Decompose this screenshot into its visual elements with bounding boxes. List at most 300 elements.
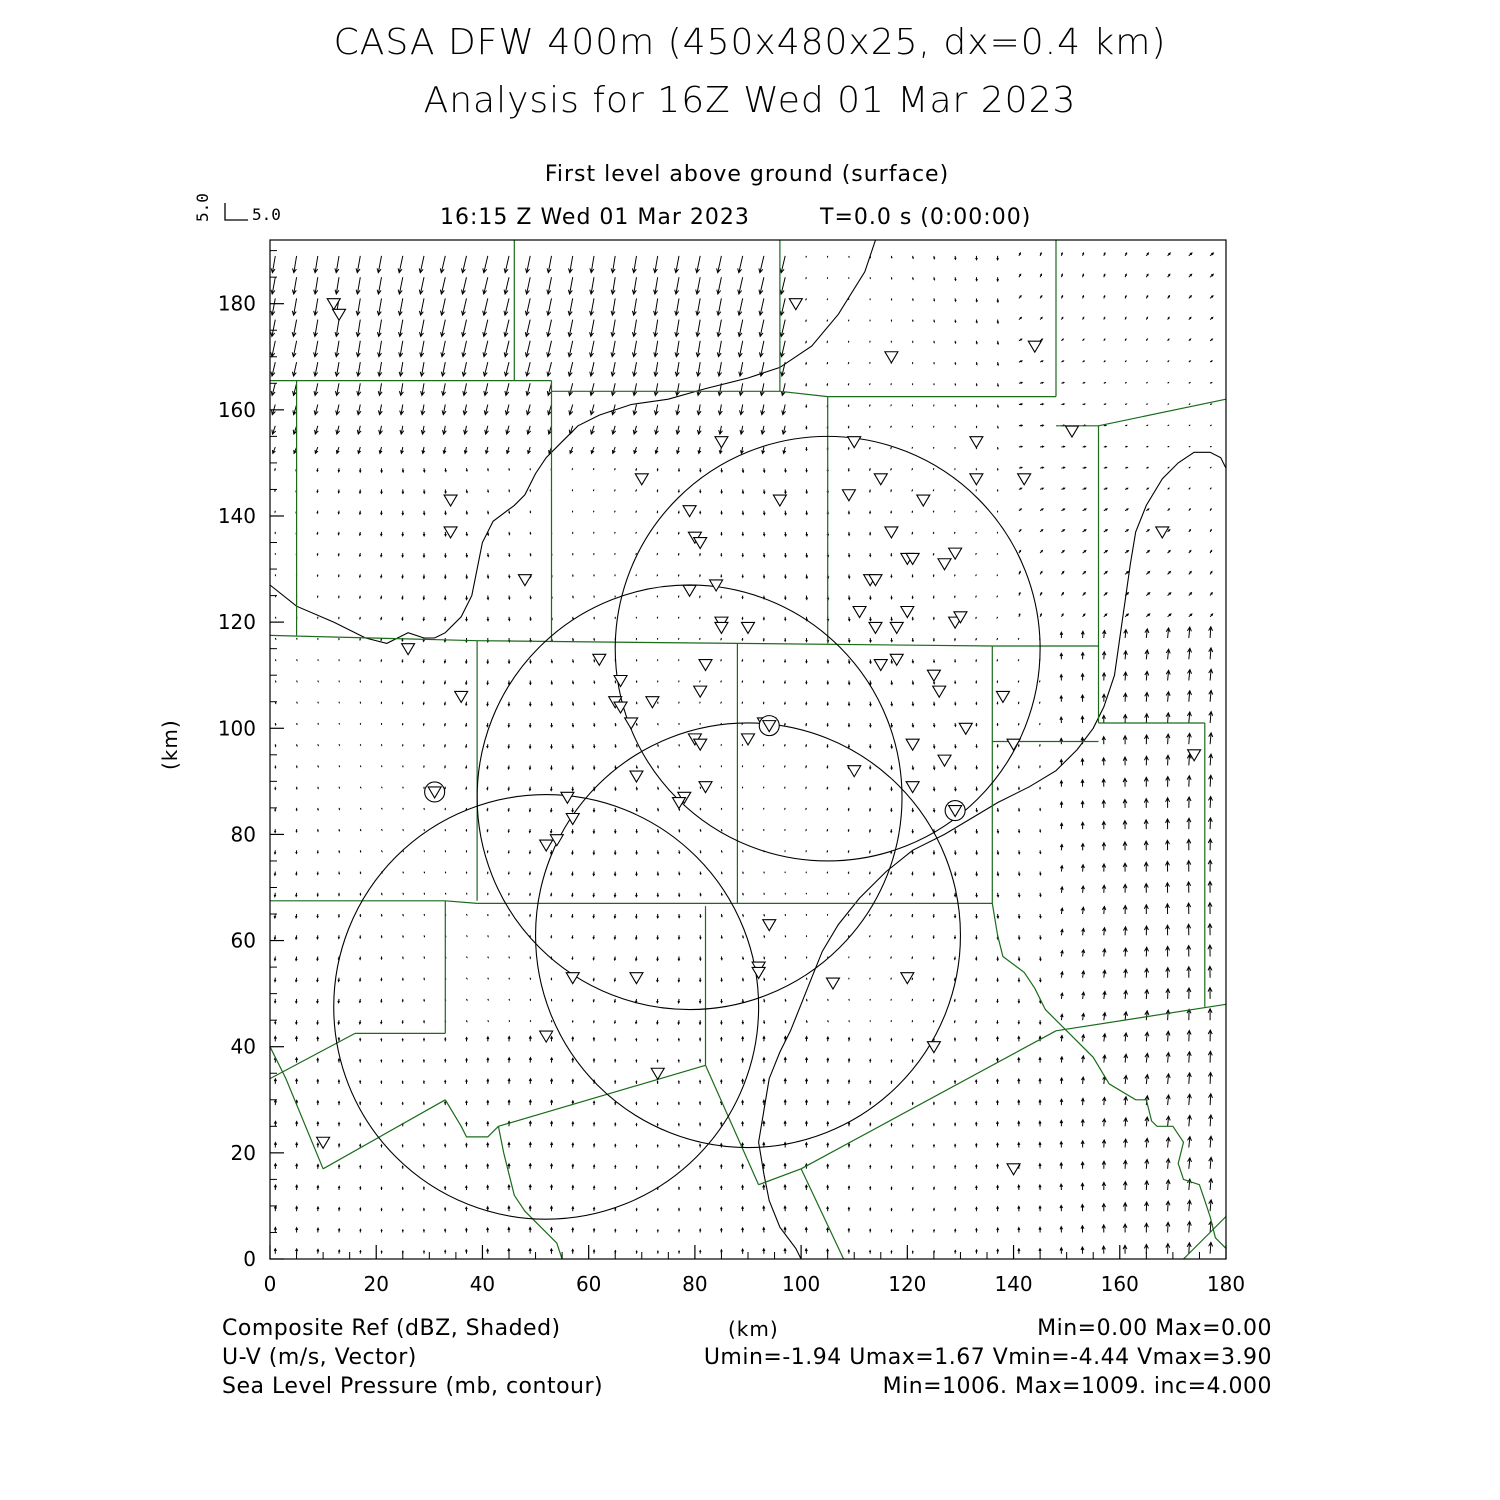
wind-vector bbox=[1102, 800, 1106, 808]
wind-vector bbox=[615, 553, 616, 554]
plot-axes bbox=[218, 251, 1245, 1296]
wind-vector bbox=[487, 553, 489, 556]
wind-vector bbox=[632, 277, 636, 294]
wind-vector bbox=[1082, 929, 1085, 936]
wind-vector bbox=[1103, 991, 1106, 999]
wind-vector bbox=[912, 574, 913, 576]
wind-vector bbox=[806, 447, 808, 450]
wind-vector bbox=[1102, 1225, 1105, 1233]
wind-vector bbox=[759, 298, 764, 315]
wind-vector bbox=[700, 957, 702, 961]
wind-vector bbox=[1124, 1012, 1128, 1020]
wind-vector bbox=[505, 383, 509, 395]
wind-vector bbox=[785, 744, 786, 746]
wind-vector bbox=[568, 320, 573, 337]
wind-vector bbox=[955, 447, 956, 448]
wind-vector bbox=[891, 277, 892, 279]
wind-vector bbox=[1208, 818, 1212, 829]
wind-vector bbox=[1166, 1116, 1170, 1126]
wind-vector bbox=[573, 596, 574, 598]
wind-vector bbox=[997, 1207, 999, 1211]
wind-vector bbox=[611, 383, 615, 395]
wind-vector bbox=[1123, 1224, 1127, 1232]
wind-vector bbox=[381, 1103, 382, 1106]
wind-vector bbox=[572, 1122, 574, 1126]
wind-vector bbox=[827, 829, 828, 831]
wind-vector bbox=[870, 320, 871, 321]
wind-vector bbox=[955, 511, 956, 512]
wind-vector bbox=[615, 744, 616, 747]
wind-vector bbox=[317, 574, 318, 576]
wind-vector bbox=[912, 277, 913, 279]
wind-vector bbox=[870, 893, 871, 895]
wind-vector bbox=[848, 553, 850, 557]
wind-vector bbox=[402, 1020, 403, 1023]
wind-vector bbox=[445, 787, 446, 789]
wind-vector bbox=[1061, 339, 1063, 341]
wind-vector bbox=[530, 999, 531, 1000]
wind-vector bbox=[338, 978, 340, 982]
wind-vector bbox=[527, 405, 531, 415]
wind-vector bbox=[594, 489, 595, 490]
wind-vector bbox=[1102, 779, 1105, 787]
wind-vector bbox=[338, 914, 339, 917]
y-tick-label: 120 bbox=[217, 610, 256, 635]
wind-vector bbox=[419, 256, 424, 273]
wind-vector bbox=[997, 1101, 999, 1105]
wind-vector bbox=[785, 511, 787, 515]
wind-vector bbox=[402, 532, 404, 536]
wind-vector bbox=[976, 362, 977, 365]
wind-vector bbox=[1040, 296, 1042, 299]
wind-vector bbox=[699, 1144, 700, 1147]
wind-vector bbox=[976, 872, 978, 876]
wind-vector bbox=[1060, 1142, 1063, 1148]
wind-vector bbox=[849, 978, 850, 979]
wind-vector bbox=[1019, 361, 1022, 362]
wind-vector bbox=[742, 681, 743, 683]
wind-vector bbox=[976, 935, 978, 939]
wind-vector bbox=[530, 957, 531, 959]
wind-vector bbox=[1104, 253, 1105, 256]
wind-vector bbox=[1210, 593, 1212, 596]
radar-range-ring bbox=[477, 585, 902, 1010]
wind-vector bbox=[1168, 572, 1171, 575]
wind-vector bbox=[525, 320, 530, 337]
wind-vector bbox=[444, 702, 445, 705]
wind-vector bbox=[1189, 253, 1192, 256]
wind-vector bbox=[870, 1229, 871, 1232]
wind-vector bbox=[806, 787, 807, 789]
wind-vector bbox=[658, 723, 659, 725]
wind-vector bbox=[594, 659, 595, 661]
wind-vector bbox=[870, 935, 871, 936]
wind-vector bbox=[827, 1037, 829, 1041]
wind-vector bbox=[1018, 1037, 1020, 1042]
wind-vector bbox=[317, 1165, 319, 1169]
wind-vector bbox=[1040, 404, 1043, 406]
station-triangle-icon bbox=[630, 771, 643, 782]
wind-vector bbox=[636, 1187, 637, 1190]
wind-vector bbox=[466, 1165, 468, 1169]
wind-vector bbox=[848, 1144, 850, 1148]
wind-vector bbox=[827, 1122, 829, 1126]
wind-vector bbox=[1061, 317, 1062, 319]
wind-vector bbox=[636, 744, 637, 746]
wind-vector bbox=[1168, 383, 1169, 384]
wind-vector bbox=[700, 617, 701, 619]
wind-vector bbox=[1146, 317, 1147, 319]
wind-vector bbox=[487, 744, 489, 747]
wind-vector bbox=[976, 511, 977, 512]
wind-vector bbox=[487, 1228, 489, 1233]
wind-vector bbox=[976, 617, 977, 619]
wind-vector bbox=[848, 1186, 850, 1190]
wind-vector bbox=[955, 1166, 956, 1169]
wind-vector bbox=[551, 914, 552, 917]
wind-vector bbox=[912, 1209, 913, 1212]
wind-vector bbox=[657, 850, 659, 853]
wind-vector bbox=[933, 1209, 934, 1212]
wind-vector bbox=[975, 1080, 977, 1084]
wind-vector bbox=[1040, 681, 1041, 682]
wind-vector bbox=[827, 702, 829, 705]
wind-vector bbox=[1018, 787, 1019, 790]
wind-vector bbox=[594, 574, 595, 575]
wind-vector bbox=[912, 893, 913, 896]
wind-vector bbox=[484, 383, 488, 395]
wind-vector bbox=[869, 744, 871, 748]
station-triangle-icon bbox=[742, 622, 755, 633]
wind-vector bbox=[445, 468, 447, 471]
wind-vector bbox=[336, 426, 340, 434]
wind-vector bbox=[700, 808, 701, 810]
wind-vector bbox=[636, 1081, 637, 1084]
wind-vector bbox=[699, 1059, 700, 1062]
wind-vector bbox=[317, 978, 319, 982]
wind-vector bbox=[1018, 850, 1020, 854]
wind-vector bbox=[912, 978, 913, 980]
wind-vector bbox=[741, 447, 744, 453]
wind-vector bbox=[402, 681, 403, 683]
county-boundary bbox=[445, 1100, 498, 1137]
wind-vector bbox=[441, 320, 446, 337]
wind-vector bbox=[1210, 488, 1211, 489]
wind-vector bbox=[1208, 945, 1212, 956]
wind-vector bbox=[636, 532, 637, 533]
wind-vector bbox=[1125, 446, 1127, 447]
wind-vector bbox=[423, 1039, 424, 1042]
wind-vector bbox=[1039, 1121, 1041, 1126]
level-label: First level above ground (surface) bbox=[544, 162, 950, 187]
wind-vector bbox=[954, 1123, 955, 1126]
wind-vector bbox=[806, 426, 807, 429]
wind-vector bbox=[445, 1059, 447, 1062]
wind-vector bbox=[1102, 885, 1105, 893]
wind-vector bbox=[700, 553, 701, 555]
wind-vector bbox=[891, 978, 892, 979]
wind-vector bbox=[657, 596, 658, 597]
y-tick-label: 140 bbox=[217, 503, 256, 528]
wind-vector bbox=[679, 787, 680, 789]
wind-vector bbox=[1124, 1139, 1128, 1147]
wind-vector bbox=[806, 893, 807, 894]
wind-vector bbox=[763, 681, 764, 683]
valid-time: 16:15 Z Wed 01 Mar 2023 bbox=[440, 205, 750, 230]
wind-vector bbox=[827, 744, 828, 747]
wind-vector bbox=[1168, 467, 1169, 468]
wind-vector bbox=[721, 893, 722, 895]
wind-vector bbox=[700, 702, 701, 703]
wind-vector bbox=[976, 999, 977, 1002]
wind-vector bbox=[764, 787, 765, 788]
wind-vector bbox=[611, 298, 615, 315]
wind-vector bbox=[314, 383, 318, 395]
wind-vector bbox=[657, 935, 659, 939]
wind-vector bbox=[466, 1020, 467, 1021]
wind-vector bbox=[934, 256, 935, 259]
wind-vector bbox=[870, 638, 872, 642]
wind-vector bbox=[615, 1038, 616, 1041]
wind-vector bbox=[357, 405, 361, 415]
wind-vector bbox=[933, 1060, 934, 1063]
wind-vector bbox=[827, 893, 828, 894]
wind-vector bbox=[530, 511, 531, 513]
wind-vector bbox=[699, 1081, 700, 1084]
wind-vector bbox=[955, 426, 956, 427]
wind-vector bbox=[360, 744, 361, 745]
wind-vector bbox=[784, 1058, 786, 1063]
wind-vector bbox=[572, 744, 574, 748]
station-triangle-icon bbox=[683, 506, 696, 517]
wind-vector bbox=[466, 1229, 468, 1233]
wind-vector bbox=[1145, 693, 1149, 702]
wind-vector bbox=[1018, 1020, 1020, 1024]
wind-vector bbox=[466, 1144, 468, 1148]
wind-vector bbox=[378, 383, 382, 395]
wind-vector bbox=[763, 1228, 765, 1233]
wind-vector bbox=[1125, 467, 1127, 468]
wind-vector bbox=[657, 553, 658, 554]
station-triangle-icon bbox=[540, 840, 553, 851]
wind-vector bbox=[317, 1186, 319, 1190]
wind-vector bbox=[738, 341, 742, 357]
wind-vector bbox=[912, 1124, 913, 1127]
wind-vector bbox=[1018, 1143, 1020, 1148]
wind-vector bbox=[933, 1145, 934, 1148]
wind-vector bbox=[297, 681, 298, 682]
wind-vector bbox=[955, 383, 956, 385]
wind-vector bbox=[444, 1123, 446, 1126]
wind-vector bbox=[805, 1206, 807, 1211]
wind-vector bbox=[1019, 296, 1021, 299]
wind-vector bbox=[742, 638, 743, 640]
wind-vector bbox=[445, 489, 447, 493]
wind-vector bbox=[891, 341, 892, 342]
wind-vector bbox=[594, 681, 595, 684]
wind-vector bbox=[339, 702, 340, 703]
wind-vector bbox=[636, 511, 637, 512]
wind-vector bbox=[487, 872, 488, 874]
wind-vector bbox=[848, 1250, 850, 1254]
station-triangle-icon bbox=[996, 691, 1009, 702]
wind-vector bbox=[1209, 1242, 1213, 1253]
wind-vector bbox=[402, 1209, 403, 1212]
wind-vector bbox=[1060, 1205, 1063, 1211]
wind-vector bbox=[444, 617, 446, 621]
wind-vector bbox=[997, 426, 998, 428]
wind-vector bbox=[318, 744, 319, 745]
wind-vector bbox=[1039, 1185, 1041, 1190]
wind-vector bbox=[422, 447, 425, 453]
wind-vector bbox=[848, 426, 849, 428]
wind-vector bbox=[997, 553, 998, 554]
wind-vector bbox=[721, 723, 722, 724]
wind-vector bbox=[594, 638, 595, 640]
wind-vector bbox=[1168, 447, 1169, 448]
wind-vector bbox=[806, 468, 808, 472]
wind-vector bbox=[933, 787, 935, 791]
wind-vector bbox=[381, 574, 382, 577]
wind-vector bbox=[806, 511, 808, 515]
wind-vector bbox=[338, 1080, 340, 1084]
wind-vector bbox=[1166, 925, 1170, 935]
wind-vector bbox=[1019, 572, 1020, 575]
wind-vector bbox=[848, 596, 850, 600]
wind-vector bbox=[487, 617, 489, 621]
wind-vector bbox=[381, 1081, 382, 1084]
wind-vector bbox=[912, 935, 913, 937]
wind-vector bbox=[848, 893, 849, 894]
county-boundary bbox=[737, 643, 992, 646]
wind-vector bbox=[1146, 339, 1147, 341]
x-tick-label: 60 bbox=[575, 1272, 602, 1296]
wind-vector bbox=[1102, 1204, 1105, 1212]
wind-vector bbox=[933, 1020, 934, 1022]
wind-vector bbox=[467, 957, 468, 958]
wind-vector bbox=[1188, 1115, 1192, 1126]
wind-vector bbox=[870, 1187, 871, 1190]
station-triangle-icon bbox=[842, 490, 855, 501]
wind-vector bbox=[1168, 317, 1170, 319]
wind-vector bbox=[718, 405, 722, 415]
wind-vector bbox=[848, 1038, 850, 1042]
wind-vector bbox=[381, 1230, 382, 1233]
wind-vector bbox=[1189, 467, 1190, 468]
wind-vector bbox=[657, 574, 658, 575]
wind-vector bbox=[377, 277, 381, 294]
wind-vector bbox=[467, 978, 468, 979]
wind-vector bbox=[529, 1036, 531, 1041]
wind-vector bbox=[423, 1209, 424, 1212]
wind-vector bbox=[654, 277, 658, 294]
wind-vector bbox=[402, 1039, 403, 1042]
wind-vector bbox=[870, 1060, 871, 1063]
wind-vector bbox=[632, 298, 636, 315]
wind-vector bbox=[1188, 1158, 1192, 1169]
wind-vector bbox=[700, 1229, 701, 1232]
wind-vector bbox=[483, 320, 488, 337]
wind-vector bbox=[1061, 908, 1064, 914]
wind-vector bbox=[1060, 866, 1063, 872]
wind-vector bbox=[891, 1145, 892, 1148]
wind-vector bbox=[657, 1251, 658, 1254]
wind-vector bbox=[699, 978, 701, 982]
wind-vector bbox=[997, 808, 999, 811]
wind-vector bbox=[954, 872, 956, 876]
wind-vector bbox=[504, 320, 509, 337]
wind-vector bbox=[848, 1208, 850, 1212]
station-triangle-icon bbox=[773, 495, 786, 506]
wind-vector bbox=[657, 999, 659, 1003]
wind-vector bbox=[721, 978, 723, 982]
wind-vector bbox=[1083, 317, 1084, 319]
wind-vector bbox=[700, 489, 701, 492]
wind-vector bbox=[1125, 551, 1128, 554]
wind-vector bbox=[934, 277, 935, 280]
wind-vector bbox=[382, 787, 383, 788]
wind-vector bbox=[763, 468, 765, 472]
wind-vector bbox=[1039, 1100, 1041, 1105]
wind-vector bbox=[976, 787, 978, 791]
wind-vector bbox=[1102, 1182, 1105, 1190]
wind-vector bbox=[1040, 957, 1042, 961]
wind-vector bbox=[848, 850, 849, 852]
wind-vector bbox=[1019, 382, 1022, 384]
wind-vector bbox=[742, 1186, 744, 1191]
wind-vector bbox=[335, 383, 339, 395]
wind-vector bbox=[466, 659, 468, 663]
wind-vector bbox=[275, 638, 276, 639]
wind-vector bbox=[763, 659, 764, 661]
wind-vector bbox=[508, 1185, 510, 1190]
wind-vector bbox=[827, 681, 829, 685]
wind-vector bbox=[805, 1079, 807, 1084]
wind-vector bbox=[1124, 630, 1128, 638]
wind-vector bbox=[1019, 614, 1020, 617]
wind-vector bbox=[891, 872, 892, 875]
wind-vector bbox=[590, 341, 594, 357]
wind-vector bbox=[739, 362, 743, 376]
wind-vector bbox=[997, 298, 999, 302]
wind-vector bbox=[721, 872, 722, 874]
wind-vector bbox=[1168, 530, 1170, 532]
wind-vector bbox=[678, 893, 680, 896]
wind-vector bbox=[636, 489, 637, 491]
wind-vector bbox=[1125, 317, 1126, 319]
wind-vector bbox=[1188, 691, 1192, 702]
wind-vector bbox=[1018, 702, 1019, 704]
wind-vector bbox=[381, 489, 383, 493]
wind-vector bbox=[742, 935, 743, 937]
wind-vector bbox=[1018, 808, 1019, 811]
wind-vector bbox=[504, 298, 509, 315]
wind-vector bbox=[784, 1185, 786, 1190]
wind-vector bbox=[955, 532, 956, 533]
wind-vector bbox=[1210, 317, 1213, 319]
station-triangle-icon bbox=[518, 575, 531, 586]
wind-vector bbox=[700, 765, 701, 766]
wind-vector bbox=[955, 829, 957, 833]
wind-vector bbox=[551, 999, 552, 1001]
wind-vector bbox=[1104, 361, 1105, 362]
wind-vector bbox=[658, 702, 659, 704]
wind-vector bbox=[827, 914, 828, 915]
wind-vector bbox=[997, 511, 998, 512]
wind-vector bbox=[933, 893, 935, 896]
wind-vector bbox=[1039, 1020, 1041, 1024]
wind-vector bbox=[339, 659, 340, 660]
